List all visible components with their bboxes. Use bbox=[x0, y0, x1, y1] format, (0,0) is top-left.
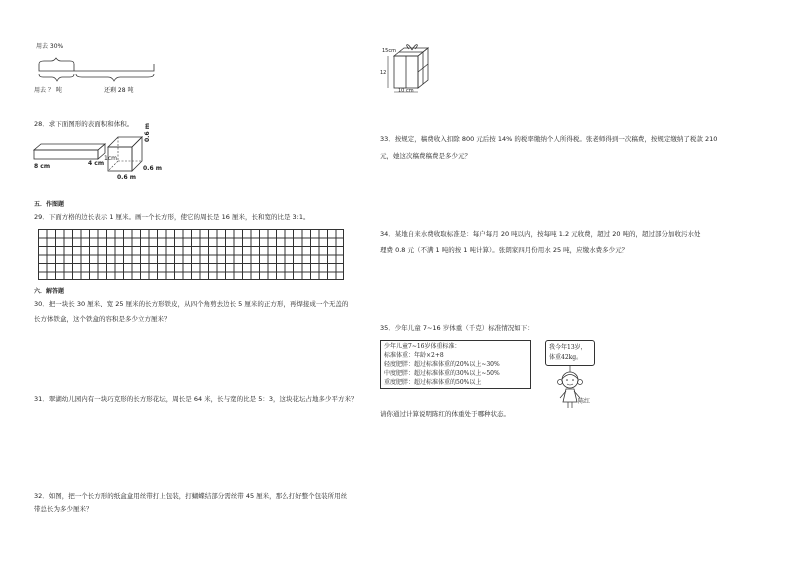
section-6-heading: 六．解答题 bbox=[34, 288, 65, 295]
q27-used-unknown-label: 用去 ？ 吨 bbox=[34, 87, 62, 94]
q35-box-line: 中度肥胖：超过标准体重的30%以上~50% bbox=[384, 370, 500, 377]
q29-question: 29．下面方格的边长表示 1 厘米。画一个长方形，使它的周长是 16 厘米，长和宽的比是 3:1。 bbox=[34, 213, 310, 221]
q35-question: 35．少年儿童 7~16 岁体重（千克）标准情况如下： bbox=[380, 324, 534, 332]
q35-weight-standard-box bbox=[380, 340, 531, 389]
q28-dim-4cm: 4 cm bbox=[88, 160, 105, 167]
speech-bubble bbox=[545, 340, 595, 366]
q35-box-line: 轻度肥胖：超过标准体重的20%以上~30% bbox=[384, 361, 500, 368]
q27-line-segment-diagram bbox=[34, 55, 159, 85]
gift-dim-15cm: 15cm bbox=[382, 48, 396, 54]
gift-dim-10cm: 10 cm bbox=[398, 88, 414, 94]
q28-dim-8cm: 8 cm bbox=[34, 163, 51, 170]
q29-square-grid[interactable] bbox=[38, 229, 344, 280]
girl-name-label: 陈红 bbox=[578, 398, 591, 405]
q31-question: 31．翠湖幼儿园内有一块巧克形的长方形花坛，周长是 64 米，长与宽的比是 5：3，这块花坛占地多少平方米？ bbox=[34, 395, 358, 403]
q28-question: 28．求下面图形的表面积和体积。 bbox=[34, 120, 134, 128]
q30-question-line2: 长方体铁盒，这个铁盒的容积是多少立方厘米？ bbox=[34, 315, 171, 323]
q32-question-line1: 32．如图，把一个长方形的纸盒盒用丝带打上包装，打蝴蝶结部分需丝带 45 厘米，那么打好整个包装所用丝 bbox=[34, 492, 348, 500]
bubble-line2: 体重42kg。 bbox=[549, 354, 583, 361]
q28-dim-1cm: 1cm bbox=[104, 155, 117, 162]
q28-cube-depth: 0.6 m bbox=[143, 165, 162, 172]
q33-question-line2: 元，她这次稿费稿费是多少元？ bbox=[380, 152, 471, 160]
q30-question-line1: 30．把一块长 30 厘米、宽 25 厘米的长方形铁皮，从四个角剪去边长 5 厘米的正方形，再焊接成一个无盖的 bbox=[34, 300, 349, 308]
bubble-line1: 我今年13岁， bbox=[549, 344, 587, 351]
q27-remaining-label: 还剩 28 吨 bbox=[104, 87, 134, 94]
q27-used-percent-label: 用去 30% bbox=[36, 43, 64, 50]
section-5-heading: 五．作图题 bbox=[34, 201, 65, 208]
q35-box-line: 少年儿童7~16岁体重标准： bbox=[384, 343, 461, 350]
q35-box-line: 标准体重：年龄×2+8 bbox=[384, 352, 444, 359]
q35-ask: 请你通过计算说明陈红的体重处于哪种状态。 bbox=[380, 410, 510, 418]
q34-question-line2: 理费 0.8 元（不满 1 吨的按 1 吨计算）。张朗家四月份用水 25 吨，应缴水费多少元？ bbox=[380, 246, 629, 254]
q32-question-line2: 带总长为多少厘米？ bbox=[34, 505, 93, 513]
q34-question-line1: 34．某地自来水费收取标准是：每户每月 20 吨以内，按每吨 1.2 元收费，超过 20 吨的，超过部分加收污水处 bbox=[380, 230, 701, 238]
q35-box-line: 重度肥胖：超过标准体重的50%以上 bbox=[384, 379, 482, 386]
gift-dim-12: 12 bbox=[380, 70, 387, 76]
q28-cube-height: 0.6 m bbox=[144, 123, 151, 142]
q33-question-line1: 33．按规定，稿费收入扣除 800 元后按 14% 的税率缴纳个人所得税。张老师得到一次稿费，按规定缴纳了税款 210 bbox=[380, 135, 718, 143]
q28-cube-width: 0.6 m bbox=[117, 174, 136, 181]
